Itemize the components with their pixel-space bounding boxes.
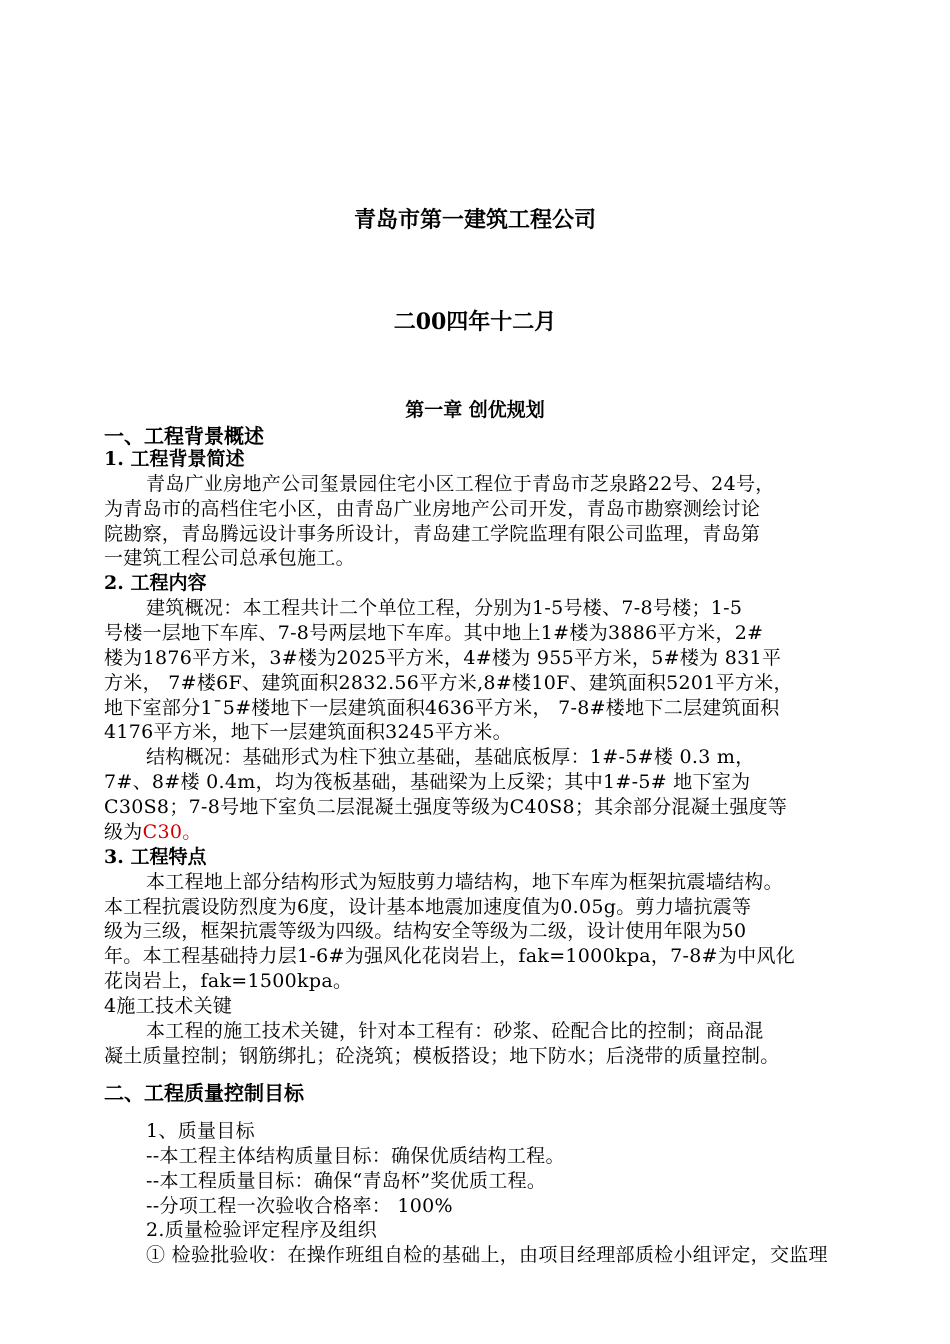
section2-heading: 二、工程质量控制目标 <box>104 1081 304 1105</box>
company-title: 青岛市第一建筑工程公司 <box>353 207 596 233</box>
sub2-line: C30S8；7-8号地下室负二层混凝土强度等级为C40S8；其余部分混凝土强度等 <box>104 796 788 818</box>
section2-line: 1、质量目标 <box>146 1120 255 1142</box>
sub2-heading: 2. 工程内容 <box>104 572 207 594</box>
sub3-line: 年。本工程基础持力层1-6#为强风化花岗岩上，fak=1000kpa，7-8#为中风化 <box>104 945 796 967</box>
sub3-line: 本工程地上部分结构形式为短肢剪力墙结构，地下车库为框架抗震墙结构。 <box>146 871 783 893</box>
sub2-line: 楼为1876平方米，3#楼为2025平方米，4#楼为 955平方米，5#楼为 831平 <box>104 647 782 669</box>
sub1-line: 院勘察，青岛腾远设计事务所设计，青岛建工学院监理有限公司监理，青岛第 <box>104 523 761 545</box>
sub4-heading: 4施工技术关键 <box>104 995 233 1017</box>
sub1-line: 为青岛市的高档住宅小区，由青岛广业房地产公司开发，青岛市勘察测绘讨论 <box>104 498 761 520</box>
sub2-line: 建筑概况：本工程共计二个单位工程，分别为1-5号楼、7-8号楼；1-5 <box>146 597 743 619</box>
sub2-line: 方米， 7#楼6F、建筑面积2832.56平方米,8#楼10F、建筑面积5201平方米， <box>104 672 793 694</box>
chapter-title: 第一章 创优规划 <box>405 399 545 421</box>
sub2-line: 号楼一层地下车库、7-8号两层地下车库。其中地上1#楼为3886平方米，2# <box>104 622 764 644</box>
sub4-line: 本工程的施工技术关键，针对本工程有：砂浆、砼配合比的控制；商品混 <box>146 1020 764 1042</box>
section1-heading: 一、工程背景概述 <box>104 424 264 448</box>
sub3-line: 级为三级，框架抗震等级为四级。结构安全等级为二级，设计使用年限为50 <box>104 920 747 942</box>
sub3-heading: 3. 工程特点 <box>104 846 207 868</box>
sub1-line: 一建筑工程公司总承包施工。 <box>104 547 355 569</box>
sub2-line: 结构概况：基础形式为柱下独立基础，基础底板厚：1#-5#楼 0.3 m， <box>146 746 755 768</box>
section2-line: --分项工程一次验收合格率： 100% <box>146 1195 453 1217</box>
sub3-line: 本工程抗震设防烈度为6度，设计基本地震加速度值为0.05g。剪力墙抗震等 <box>104 896 752 918</box>
section2-line: 2.质量检验评定程序及组织 <box>146 1219 378 1241</box>
sub4-line: 凝土质量控制；钢筋绑扎；砼浇筑；模板搭设；地下防水；后浇带的质量控制。 <box>104 1045 780 1067</box>
sub2-line: 7#、8#楼 0.4m，均为筏板基础，基础梁为上反梁；其中1#-5# 地下室为 <box>104 771 751 793</box>
section2-line: --本工程主体结构质量目标：确保优质结构工程。 <box>146 1145 565 1167</box>
section2-line: --本工程质量目标：确保“青岛杯”奖优质工程。 <box>146 1170 547 1192</box>
sub2-last-line <box>104 820 202 844</box>
sub1-line: 青岛广业房地产公司玺景园住宅小区工程位于青岛市芝泉路22号、24号， <box>146 473 775 495</box>
sub2-last-line-prefix: 级为 <box>104 821 143 843</box>
document-date: 二00四年十二月 <box>393 309 557 335</box>
section2-line: ① 检验批验收：在操作班组自检的基础上，由项目经理部质检小组评定，交监理 <box>146 1244 828 1266</box>
sub3-line: 花岗岩上，fak=1500kpa。 <box>104 970 353 992</box>
concrete-grade-highlight: C30。 <box>142 821 202 843</box>
sub2-line: 地下室部分1¯5#楼地下一层建筑面积4636平方米， 7-8#楼地下二层建筑面积 <box>104 697 780 719</box>
sub1-heading: 1. 工程背景简述 <box>104 448 245 470</box>
sub2-line: 4176平方米，地下一层建筑面积3245平方米。 <box>104 721 512 743</box>
